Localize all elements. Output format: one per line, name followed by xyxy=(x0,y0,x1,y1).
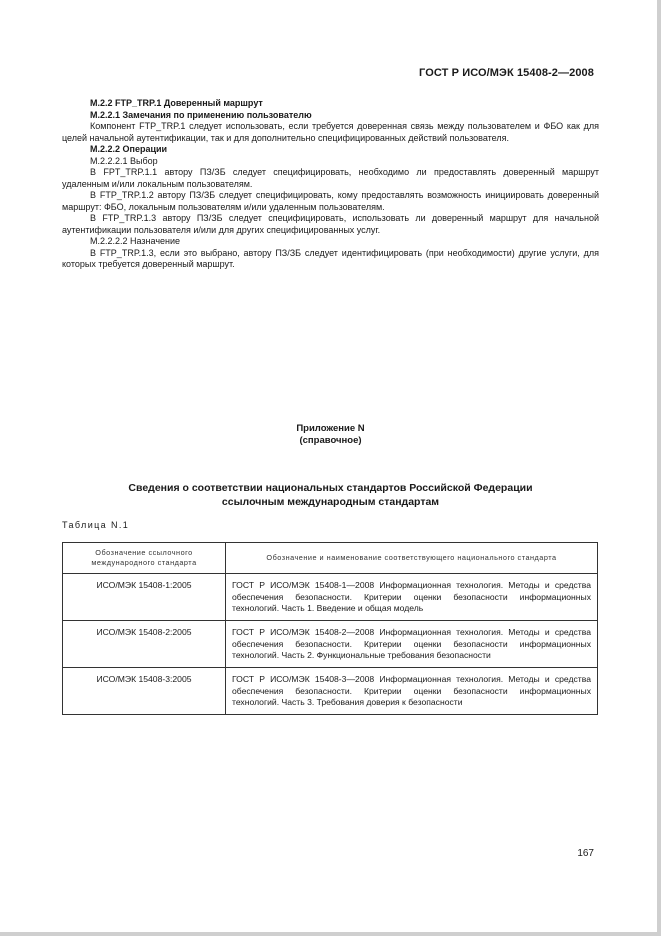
table-row xyxy=(63,621,598,668)
section-title-line: Сведения о соответствии национальных стандартов Российской Федерации xyxy=(128,482,533,494)
paragraph: В FTP_TRP.1.2 автору ПЗ/ЗБ следует специфицировать, кому предоставлять возможность инициировать доверенный маршрут: ФБО, локальным пользователям и/или удаленным пользователям. xyxy=(62,190,599,212)
selection-heading: М.2.2.2.1 Выбор xyxy=(90,155,158,166)
table-row xyxy=(63,574,598,621)
assignment-heading: М.2.2.2.2 Назначение xyxy=(90,236,181,246)
national-standard-cell: ГОСТ Р ИСО/МЭК 15408-3—2008 Информационная технология. Методы и средства обеспечения безопасности. Критерии оценки безопасности информационных технологий. Часть 3. Требования доверия к безопасности xyxy=(226,668,598,715)
appendix-heading xyxy=(0,423,661,447)
paragraph: В FTP_TRP.1.3, если это выбрано, автору ПЗ/ЗБ следует идентифицировать (при необходимости) другие услуги, для которых требуется доверенный маршрут. xyxy=(62,247,599,269)
international-standard-cell: ИСО/МЭК 15408-1:2005 xyxy=(63,574,226,621)
section-title xyxy=(0,482,661,509)
appendix-subtitle: (справочное) xyxy=(299,435,362,446)
document-code-header: ГОСТ Р ИСО/МЭК 15408-2—2008 xyxy=(419,67,594,79)
international-standard-cell: ИСО/МЭК 15408-2:2005 xyxy=(63,621,226,668)
column-header: Обозначение и наименование соответствующего национального стандарта xyxy=(226,543,598,574)
paragraph: Компонент FTP_TRP.1 следует использовать, если требуется доверенная связь между пользователем и ФБО как для целей начальной аутентификации, так и для дополнительно специфицированных действий пользователя. xyxy=(62,121,599,143)
paragraph: В FTP_TRP.1.3 автору ПЗ/ЗБ следует специфицировать, использовать ли доверенный маршрут для начальной аутентификации пользователя и/или для других специфицированных услуг. xyxy=(62,213,599,235)
table-row xyxy=(63,668,598,715)
page-number: 167 xyxy=(577,848,594,859)
section-title-line: ссылочным международным стандартам xyxy=(221,495,440,508)
standards-table xyxy=(62,542,598,715)
table-header-row xyxy=(63,543,598,574)
national-standard-cell: ГОСТ Р ИСО/МЭК 15408-2—2008 Информационная технология. Методы и средства обеспечения безопасности. Критерии оценки безопасности информационных технологий. Часть 2. Функциональные требования безопасности xyxy=(226,621,598,668)
body-text xyxy=(62,98,599,271)
operations-heading: М.2.2.2 Операции xyxy=(90,144,168,154)
subsection-heading: М.2.2.1 Замечания по применению пользователю xyxy=(90,109,312,120)
appendix-title: Приложение N xyxy=(296,423,365,434)
international-standard-cell: ИСО/МЭК 15408-3:2005 xyxy=(63,668,226,715)
table-label: Таблица N.1 xyxy=(62,520,130,530)
national-standard-cell: ГОСТ Р ИСО/МЭК 15408-1—2008 Информационная технология. Методы и средства обеспечения безопасности. Критерии оценки безопасности информационных технологий. Часть 1. Введение и общая модель xyxy=(226,574,598,621)
section-heading: М.2.2 FTP_TRP.1 Доверенный маршрут xyxy=(90,98,263,108)
paragraph: В FPT_TRP.1.1 автору ПЗ/ЗБ следует специфицировать, необходимо ли предоставлять доверенный маршрут удаленным и/или локальным пользователям. xyxy=(62,167,599,189)
column-header: Обозначение ссылочного международного стандарта xyxy=(63,543,226,574)
